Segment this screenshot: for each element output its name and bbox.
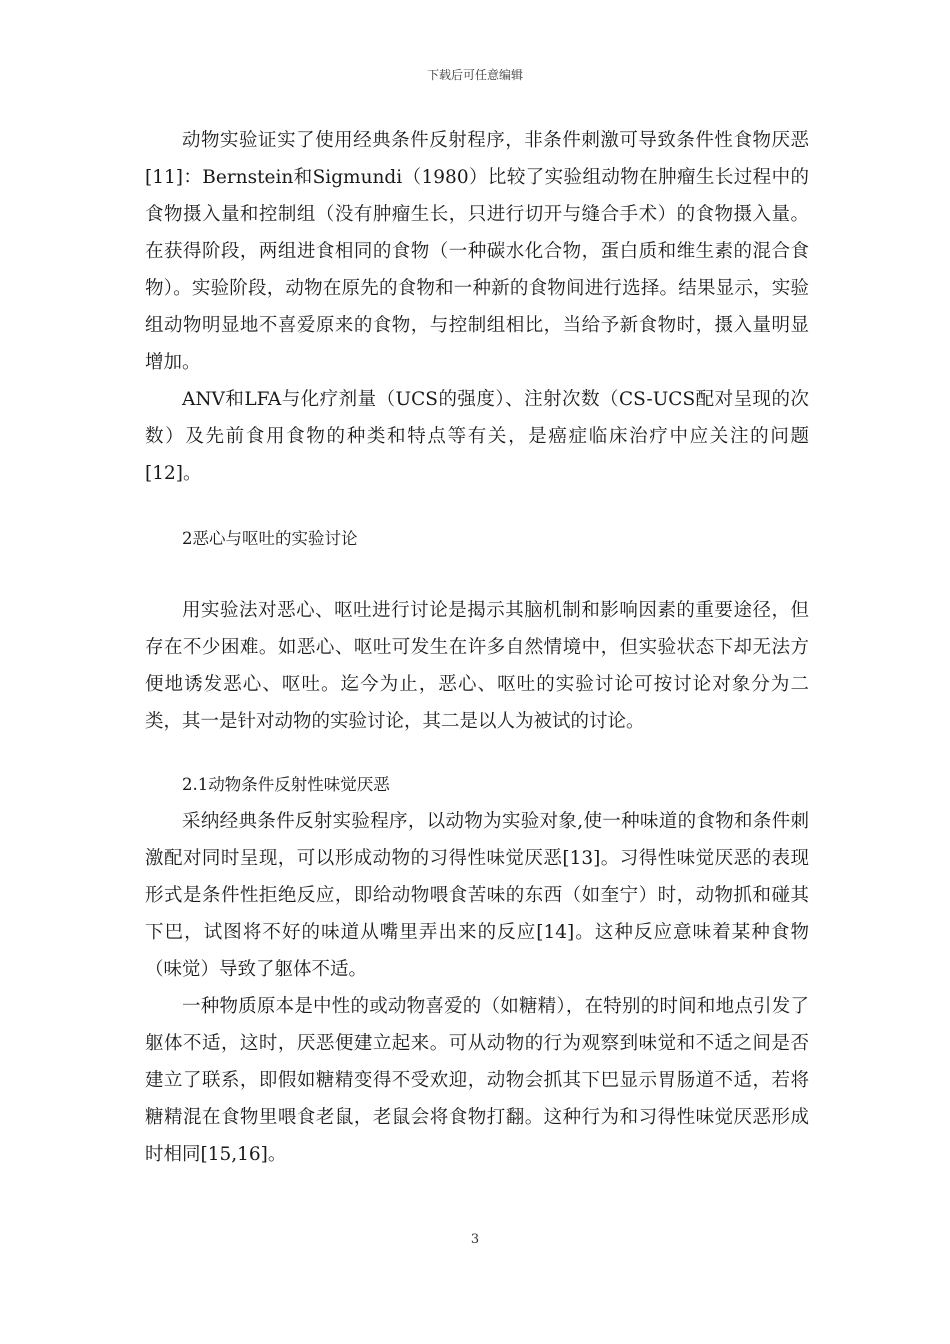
paragraph-4: 采纳经典条件反射实验程序，以动物为实验对象,使一种味道的食物和条件刺激配对同时呈现，可以形成动物的习得性味觉厌恶[13]。习得性味觉厌恶的表现形式是条件性拒绝反应，即给动物喂食苦味的东西（如奎宁）时，动物抓和碰其下巴，试图将不好的味道从嘴里弄出来的反应[14]。这种反应意味着某种食物（味觉）导致了躯体不适。: [145, 811, 809, 980]
paragraph-5: 一种物质原本是中性的或动物喜爱的（如糖精），在特别的时间和地点引发了躯体不适，这时，厌恶便建立起来。可从动物的行为观察到味觉和不适之间是否建立了联系，即假如糖精变得不受欢迎，动物会抓其下巴显示胃肠道不适，若将糖精混在食物里喂食老鼠，老鼠会将食物打翻。这种行为和习得性味觉厌恶形成时相同[15,16]。: [145, 996, 809, 1165]
spacer: [145, 492, 809, 520]
paragraph-3: 用实验法对恶心、呕吐进行讨论是揭示其脑机制和影响因素的重要途径，但存在不少困难。如恶心、呕吐可发生在许多自然情境中，但实验状态下却无法方便地诱发恶心、呕吐。迄今为止，恶心、呕吐的实验讨论可按讨论对象分为二类，其一是针对动物的实验讨论，其二是以人为被试的讨论。: [145, 600, 809, 732]
paragraph-2: ANV和LFA与化疗剂量（UCS的强度）、注射次数（CS-UCS配对呈现的次数）及先前食用食物的种类和特点等有关，是癌症临床治疗中应关注的问题[12]。: [145, 389, 809, 484]
paragraph-1: 动物实验证实了使用经典条件反射程序，非条件刺激可导致条件性食物厌恶[11]：Bernstein和Sigmundi（1980）比较了实验组动物在肿瘤生长过程中的食物摄入量和控制组（没有肿瘤生长，只进行切开与缝合手术）的食物摄入量。在获得阶段，两组进食相同的食物（一种碳水化合物，蛋白质和维生素的混合食物）。实验阶段，动物在原先的食物和一种新的食物间进行选择。结果显示，实验组动物明显地不喜爱原来的食物，与控制组相比，当给予新食物时，摄入量明显增加。: [145, 130, 809, 373]
page-header: 下载后可任意编辑: [426, 68, 523, 82]
page-number: 3: [470, 1232, 480, 1247]
spacer: [145, 557, 809, 592]
section-heading-2-1: 2.1动物条件反射性味觉厌恶: [182, 775, 390, 794]
spacer: [145, 740, 809, 766]
section-heading-2: 2恶心与呕吐的实验讨论: [182, 529, 358, 548]
document-body: [145, 122, 809, 1173]
